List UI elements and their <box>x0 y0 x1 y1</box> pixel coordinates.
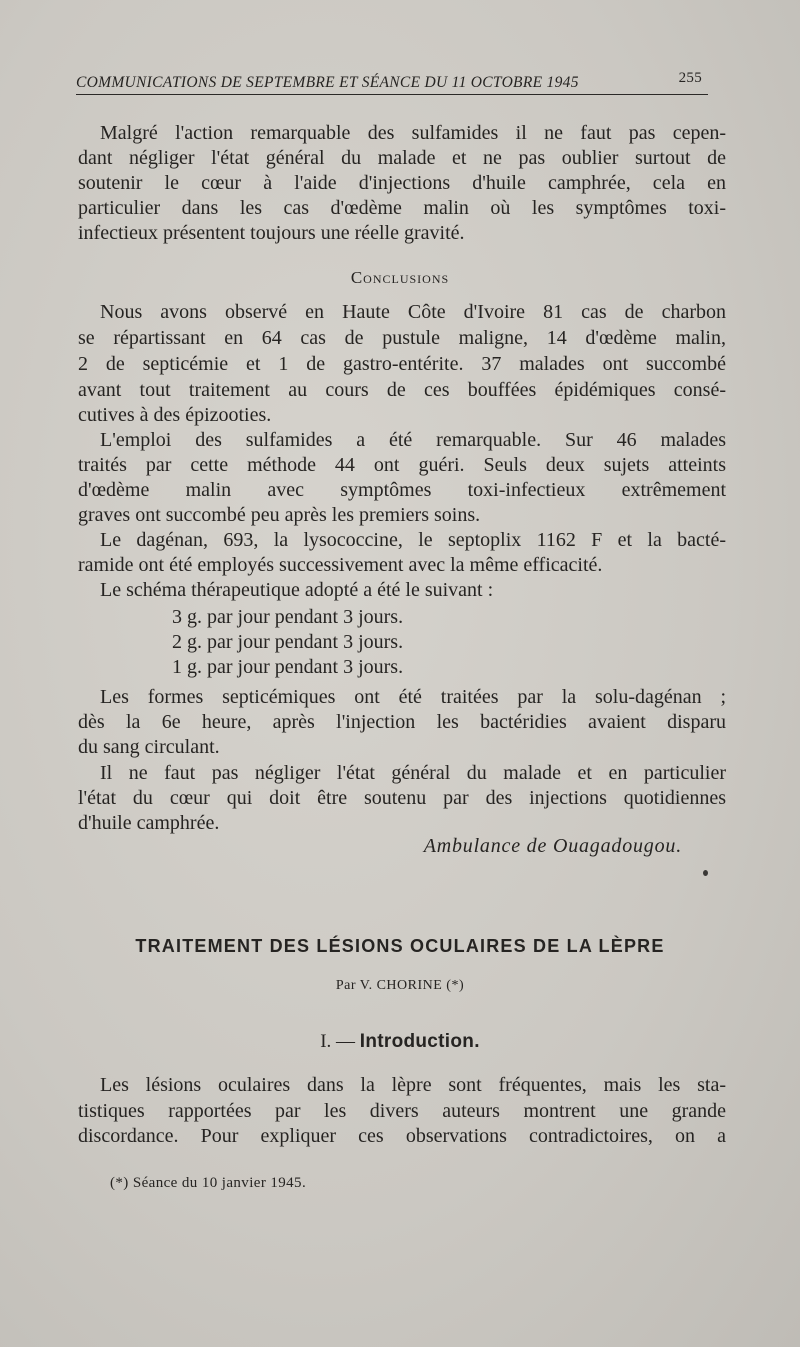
conclusions-line: du sang circulant. <box>78 736 220 758</box>
conclusions-line: traités par cette méthode 44 ont guéri. Seuls deux sujets atteints <box>78 454 726 476</box>
conclusions-line: cutives à des épizooties. <box>78 404 272 426</box>
conclusions-line: l'état du cœur qui doit être soutenu par des injections quotidiennes <box>78 787 726 809</box>
section-title: Introduction. <box>359 1031 480 1052</box>
section-heading <box>0 1031 800 1053</box>
dosage-item: 3 g. par jour pendant 3 jours. <box>172 606 404 628</box>
dosage-item: 1 g. par jour pendant 3 jours. <box>172 656 404 678</box>
conclusions-line: Nous avons observé en Haute Côte d'Ivoire 81 cas de charbon <box>100 301 726 323</box>
footnote: (*) Séance du 10 janvier 1945. <box>110 1175 307 1191</box>
conclusions-line: L'emploi des sulfamides a été remarquable. Sur 46 malades <box>100 429 726 451</box>
ink-speck <box>703 870 708 876</box>
conclusions-line: se répartissant en 64 cas de pustule maligne, 14 d'œdème malin, <box>78 327 726 349</box>
dosage-item: 2 g. par jour pendant 3 jours. <box>172 631 404 653</box>
conclusions-line: ramide ont été employés successivement avec la même efficacité. <box>78 554 603 576</box>
page-number: 255 <box>678 70 702 86</box>
article-byline: Par V. CHORINE (*) <box>335 978 465 993</box>
article-body-line: Les lésions oculaires dans la lèpre sont fréquentes, mais les sta- <box>100 1074 726 1096</box>
conclusions-line: dès la 6e heure, après l'injection les bactéridies avaient disparu <box>78 711 726 733</box>
conclusions-line: d'huile camphrée. <box>78 812 220 834</box>
conclusions-line: Le dagénan, 693, la lysococcine, le septoplix 1162 F et la bacté- <box>100 529 726 551</box>
intro-line: infectieux présentent toujours une réelle gravité. <box>78 222 465 244</box>
intro-line: particulier dans les cas d'œdème malin où les symptômes toxi- <box>78 197 726 219</box>
running-head-title: COMMUNICATIONS DE SEPTEMBRE ET SÉANCE DU 11 OCTOBRE 1945 <box>76 74 579 91</box>
conclusions-line: 2 de septicémie et 1 de gastro-entérite. 37 malades ont succombé <box>78 353 726 375</box>
signature: Ambulance de Ouagadougou. <box>423 835 682 857</box>
conclusions-line: Les formes septicémiques ont été traitées par la solu-dagénan ; <box>100 686 726 708</box>
conclusions-line: Il ne faut pas négliger l'état général du malade et en particulier <box>100 762 726 784</box>
intro-line: dant négliger l'état général du malade et ne pas oublier surtout de <box>78 147 726 169</box>
article-body-line: tistiques rapportées par les divers auteurs montrent une grande <box>78 1100 726 1122</box>
section-number: I. — <box>320 1031 356 1052</box>
running-head <box>76 68 708 95</box>
conclusions-line: graves ont succombé peu après les premiers soins. <box>78 504 481 526</box>
conclusions-line: Le schéma thérapeutique adopté a été le suivant : <box>100 579 494 601</box>
conclusions-line: avant tout traitement au cours de ces bouffées épidémiques consé- <box>78 379 726 401</box>
intro-line: soutenir le cœur à l'aide d'injections d'huile camphrée, cela en <box>78 172 726 194</box>
intro-line: Malgré l'action remarquable des sulfamides il ne faut pas cepen- <box>100 122 726 144</box>
conclusions-line: d'œdème malin avec symptômes toxi-infectieux extrêmement <box>78 479 726 501</box>
article-title: TRAITEMENT DES LÉSIONS OCULAIRES DE LA LÈPRE <box>135 936 665 956</box>
article-body-line: discordance. Pour expliquer ces observations contradictoires, on a <box>78 1125 726 1147</box>
conclusions-heading: Conclusions <box>350 268 450 287</box>
